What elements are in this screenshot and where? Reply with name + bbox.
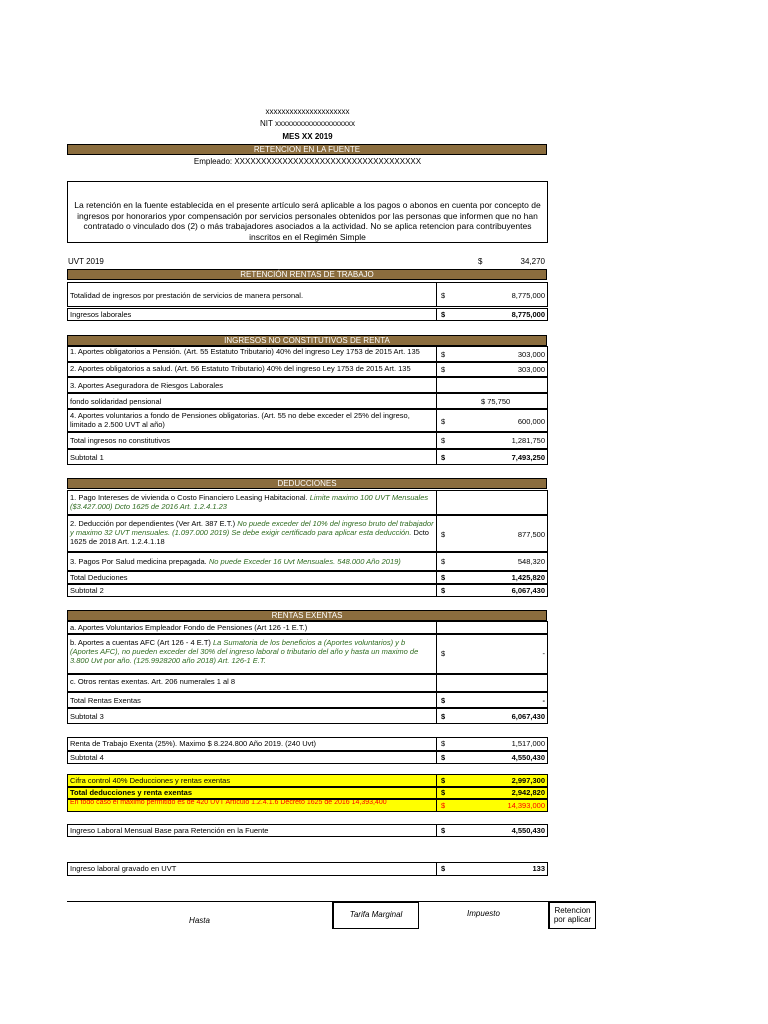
row-label: Subtotal 4 [68, 752, 437, 763]
row-value: 303,000 [517, 350, 545, 359]
header-tarifa-marginal: Tarifa Marginal [333, 902, 419, 929]
row-label [68, 491, 437, 514]
row-value: 877,500 [517, 530, 545, 539]
row-label: Total deducciones y renta exentas [68, 788, 437, 798]
row-value: 6,067,430 [511, 712, 545, 721]
currency-sign: $ [441, 291, 446, 300]
row-label: Ingreso Laboral Mensual Base para Retención en la Fuente [68, 825, 437, 836]
row-value: 303,000 [517, 365, 545, 374]
row-label: Subtotal 3 [68, 709, 437, 723]
section-deducciones: DEDUCCIONES [67, 478, 547, 489]
row-total-rentas-exentas [67, 692, 548, 708]
row-label: Totalidad de ingresos por prestación de servicios de manera personal. [68, 283, 437, 306]
company-name: xxxxxxxxxxxxxxxxxxxxx [265, 107, 350, 116]
currency-sign: $ [441, 586, 446, 595]
row-label: Cifra control 40% Deducciones y rentas exentas [68, 775, 437, 786]
row-total-deducciones [67, 571, 548, 584]
row-label: 4. Aportes voluntarios a fondo de Pensiones obligatorias. (Art. 55 no debe exceder el 25% del ingreso, limitado a 2.500 UVT al año) [68, 410, 437, 431]
row-label: Total ingresos no constitutivos [68, 433, 437, 448]
row-fondo-solidaridad [67, 393, 548, 409]
currency-sign: $ [441, 530, 446, 539]
row-label: Total Rentas Exentas [68, 693, 437, 707]
row-dependientes [67, 515, 548, 552]
row-label: 1. Aportes obligatorios a Pensión. (Art. 55 Estatuto Tributario) 40% del ingreso Ley 1753 de 2015 Art. 135 [68, 347, 437, 361]
row-value: 600,000 [517, 417, 545, 426]
row-aportes-empleador [67, 621, 548, 634]
row-value: - [542, 649, 545, 658]
row-note: No puede Exceder 16 Uvt Mensuales. 548.000 Año 2019) [208, 557, 401, 566]
row-value: 2,942,820 [511, 788, 545, 797]
row-label-text: b. Aportes a cuentas AFC (Art 126 - 4 E.T) [70, 638, 211, 647]
row-label: Ingreso laboral gravado en UVT [68, 863, 437, 875]
month-label: MES XX 2019 [282, 132, 333, 141]
currency-sign: $ [441, 826, 446, 835]
currency-sign: $ [441, 753, 446, 762]
currency-sign: $ [441, 436, 446, 445]
row-aportes-voluntarios [67, 409, 548, 432]
row-label: Renta de Trabajo Exenta (25%). Maximo $ 8.224.800 Año 2019. (240 Uvt) [68, 738, 437, 750]
row-limite-420-uvt [67, 799, 548, 812]
section-rentas-exentas: RENTAS EXENTAS [67, 610, 547, 621]
row-label-text: 1. Pago Intereses de vivienda o Costo Financiero Leasing Habitacional. [70, 493, 308, 502]
row-value: 548,320 [517, 557, 545, 566]
row-label: fondo solidaridad pensional [68, 394, 437, 408]
currency-sign: $ [441, 453, 446, 462]
row-label: 2. Aportes obligatorios a salud. (Art. 56 Estatuto Tributario) 40% del ingreso Ley 1753 de 2015 Art. 135 [68, 363, 437, 376]
currency-sign: $ [441, 310, 446, 319]
header-retencion: Retencion por aplicar [549, 902, 596, 929]
row-aportes-salud [67, 362, 548, 377]
row-label-text: 2. Deducción por dependientes (Ver Art. 387 E.T.) [70, 519, 236, 528]
currency-sign: $ [441, 712, 446, 721]
row-value: 4,550,430 [511, 753, 545, 762]
row-label: Ingresos laborales [68, 309, 437, 320]
row-ingresos-laborales [67, 308, 548, 321]
row-total-deducciones-exentas [67, 787, 548, 799]
row-cifra-control [67, 774, 548, 787]
tax-table-header [67, 901, 596, 929]
header-impuesto: Impuesto [419, 902, 549, 929]
header-hasta: Hasta [67, 902, 333, 929]
row-value: 6,067,430 [511, 586, 545, 595]
currency-sign: $ [441, 557, 446, 566]
row-totalidad-ingresos [67, 282, 548, 307]
row-label: c. Otros rentas exentas. Art. 206 numerales 1 al 8 [68, 675, 437, 691]
row-note: Limite maximo 100 UVT Mensuales ($3.427.000) Dcto 1625 de 2016 Art. 1.2.4.1.23 [70, 493, 429, 511]
row-label: En todo caso el máximo permitido es de 420 UVT Artículo 1.2.4.1.6 Decreto 1625 de 2016 14,393,400 [68, 800, 437, 811]
row-value: 7,493,250 [511, 453, 545, 462]
currency-sign: $ [441, 696, 446, 705]
row-label-tail: Dcto 1625 de 2018 Art. 1.2.4.1.18 [70, 528, 429, 546]
row-ingreso-base [67, 824, 548, 837]
currency-sign: $ [441, 739, 446, 748]
row-aportes-pension [67, 346, 548, 362]
currency-sign: $ [441, 350, 446, 359]
row-label: a. Aportes Voluntarios Empleador Fondo de Pensiones (Art 126 -1 E.T.) [68, 622, 437, 633]
row-label: Subtotal 1 [68, 450, 437, 464]
row-intereses-vivienda [67, 490, 548, 515]
row-label: 3. Aportes Aseguradora de Riesgos Laborales [68, 378, 437, 392]
row-value: 133 [532, 864, 545, 873]
row-value: 2,997,300 [511, 776, 545, 785]
row-subtotal-1 [67, 449, 548, 465]
row-medicina-prepagada [67, 552, 548, 571]
row-subtotal-4 [67, 751, 548, 764]
employee-label: Empleado: XXXXXXXXXXXXXXXXXXXXXXXXXXXXXXXXXXX [193, 157, 422, 166]
row-aportes-arl [67, 377, 548, 393]
row-value: $ 75,750 [481, 397, 511, 406]
intro-note: La retención en la fuente establecida en el presente artículo será aplicable a los pagos o abonos en cuenta por concepto de ingresos por honorarios ypor compensación por servicios personales obtenidos por las personas que informen que no han contratado o vinculado dos (2) o más trabajadores asociados a la actividad. No se aplica retencion para contribuyentes inscritos en el Regimén Simple [67, 181, 548, 243]
currency-sign: $ [441, 417, 446, 426]
row-label-text: 3. Pagos Por Salud medicina prepagada. [70, 557, 207, 566]
row-value: 4,550,430 [511, 826, 545, 835]
company-nit: NIT xxxxxxxxxxxxxxxxxxxx [260, 119, 355, 128]
section-rentas-trabajo: RETENCIÓN RENTAS DE TRABAJO [67, 269, 547, 280]
row-value: - [542, 696, 545, 705]
row-value: 1,281,750 [511, 436, 545, 445]
section-ingresos-no-constitutivos: INGRESOS NO CONSTITUTIVOS DE RENTA [67, 335, 547, 346]
currency-sign: $ [441, 365, 446, 374]
row-label [68, 553, 437, 570]
row-label: Total Deduciones [68, 572, 437, 583]
row-value: 1,425,820 [511, 573, 545, 582]
uvt-label: UVT 2019 [68, 257, 104, 266]
uvt-value: 34,270 [520, 257, 545, 266]
row-subtotal-3 [67, 708, 548, 724]
row-label: Subtotal 2 [68, 585, 437, 596]
row-label [68, 516, 437, 551]
row-value: 14,393,000 [507, 801, 545, 810]
row-value: 8,775,000 [511, 291, 545, 300]
row-value: 1,517,000 [511, 739, 545, 748]
row-label [68, 635, 437, 673]
currency-sign: $ [441, 776, 446, 785]
row-subtotal-2 [67, 584, 548, 597]
row-total-no-constitutivos [67, 432, 548, 449]
row-aportes-afc [67, 634, 548, 674]
row-otras-rentas-exentas [67, 674, 548, 692]
currency-sign: $ [441, 864, 446, 873]
row-value: 8,775,000 [511, 310, 545, 319]
row-note: No puede exceder del 10% del ingreso bruto del trabajador y maximo 32 UVT mensuales. (1.097.000 2019) Se debe exigir certificado para aplicar esta deducción. [70, 519, 434, 537]
retencion-title: RETENCION EN LA FUENTE [67, 144, 547, 155]
row-ingreso-gravado-uvt [67, 862, 548, 876]
row-note: La Sumatoria de los beneficios a (Aportes voluntarios) y b (Aportes AFC), no pueden exceder del 30% del ingreso laboral o tributario del año y hasta un maximo de 3.800 Uvt por año. (125.9928200 año 2018) Art. 126-1 E.T. [70, 638, 419, 665]
currency-sign: $ [441, 573, 446, 582]
currency-sign: $ [441, 801, 446, 810]
currency-sign: $ [441, 649, 446, 658]
row-renta-trabajo-exenta [67, 737, 548, 751]
currency-sign: $ [441, 788, 446, 797]
uvt-currency: $ [478, 257, 483, 266]
